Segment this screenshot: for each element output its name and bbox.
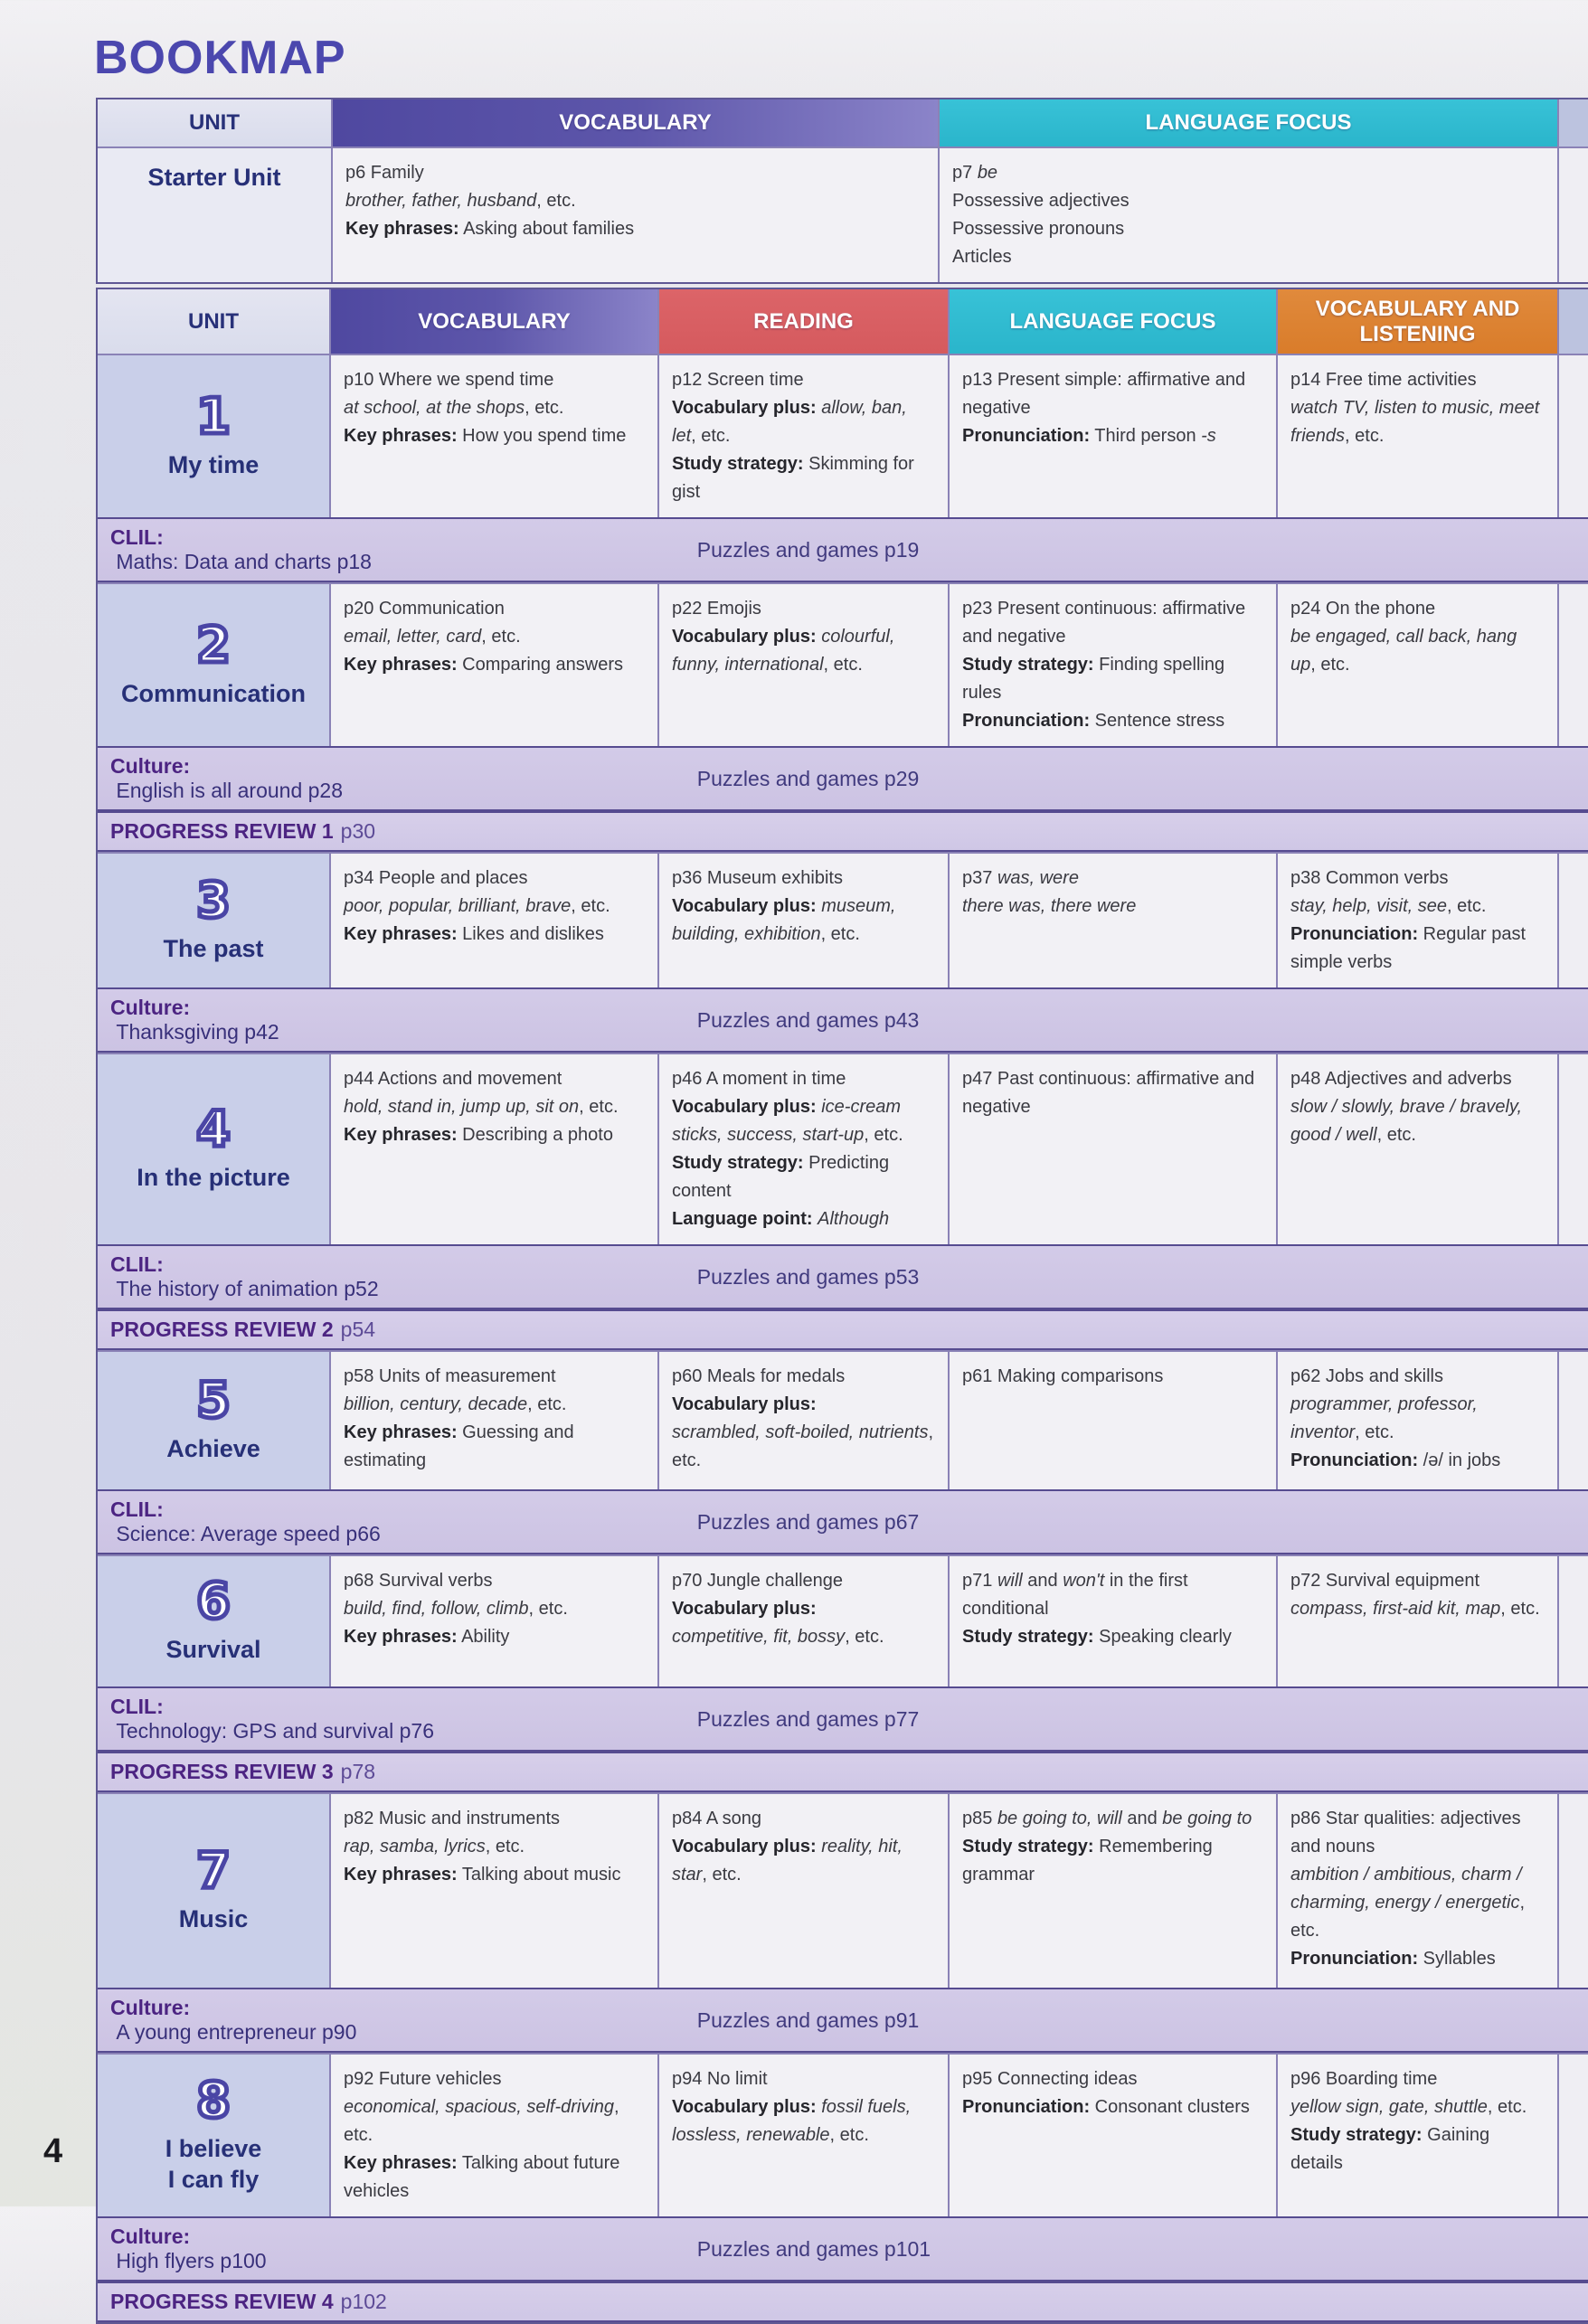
cell-language-focus: p85 be going to, will and be going to Study strategy: Remembering grammar	[948, 1792, 1276, 1988]
unit-row-7	[98, 1792, 1588, 1988]
culture-topic: Thanksgiving p42	[110, 1020, 279, 1044]
cell-reading: p12 Screen time Vocabulary plus: allow, ban, let, etc. Study strategy: Skimming for gist	[657, 354, 948, 517]
puzzles-and-games: Puzzles and games p101	[696, 2236, 931, 2261]
unit-row-4	[98, 1053, 1588, 1244]
page-edge-sliver	[1557, 146, 1588, 282]
clil-label: CLIL:	[110, 1497, 164, 1522]
cell-vocabulary-listening: p48 Adjectives and adverbs slow / slowly, brave / bravely, good / well, etc.	[1276, 1053, 1557, 1244]
progress-review-row	[98, 1309, 1588, 1350]
culture-text	[110, 754, 697, 803]
progress-review-label: PROGRESS REVIEW 1	[110, 819, 334, 844]
culture-row	[98, 2216, 1588, 2281]
puzzles-and-games: Puzzles and games p77	[696, 1706, 920, 1731]
cell-vocabulary: p20 Communication email, letter, card, etc. Key phrases: Comparing answers	[329, 582, 657, 746]
cell-reading: p70 Jungle challenge Vocabulary plus: competitive, fit, bossy, etc.	[657, 1554, 948, 1686]
unit-cell	[98, 582, 329, 746]
unit-row-3	[98, 852, 1588, 987]
page-edge-sliver	[1557, 1350, 1588, 1489]
page-title: BOOKMAP	[94, 32, 346, 84]
progress-review-row	[98, 811, 1588, 852]
culture-row	[98, 746, 1588, 811]
puzzles-and-games: Puzzles and games p43	[696, 1007, 920, 1032]
cell-vocabulary: p44 Actions and movement hold, stand in, jump up, sit on, etc. Key phrases: Describing a photo	[329, 1053, 657, 1244]
progress-review-page: p30	[340, 819, 376, 844]
unit-number: 6	[196, 1573, 231, 1630]
clil-topic: The history of animation p52	[110, 1277, 379, 1301]
unit-number: 1	[196, 387, 231, 445]
clil-label: CLIL:	[110, 525, 164, 550]
clil-row	[98, 1686, 1588, 1752]
unit-name: The past	[163, 935, 264, 963]
starter-column-header-unit: UNIT	[98, 99, 331, 146]
progress-review-row	[98, 1752, 1588, 1792]
clil-text	[110, 1695, 697, 1743]
page-edge-sliver	[1557, 354, 1588, 517]
cell-language-focus: p13 Present simple: affirmative and negative Pronunciation: Third person -s	[948, 354, 1276, 517]
unit-number: 7	[196, 1842, 231, 1900]
culture-text	[110, 2225, 697, 2273]
cell-reading: p84 A song Vocabulary plus: reality, hit, star, etc.	[657, 1792, 948, 1988]
culture-topic: English is all around p28	[110, 779, 343, 803]
culture-topic: A young entrepreneur p90	[110, 2020, 357, 2045]
cell-vocabulary-listening: p24 On the phone be engaged, call back, hang up, etc.	[1276, 582, 1557, 746]
progress-review-page: p102	[340, 2290, 387, 2314]
unit-cell	[98, 1350, 329, 1489]
page-number: 4	[43, 2132, 63, 2170]
culture-label: Culture:	[110, 754, 191, 779]
unit-row-2	[98, 582, 1588, 746]
puzzles-and-games: Puzzles and games p53	[696, 1264, 920, 1289]
main-header-row	[98, 289, 1588, 354]
page-edge-sliver	[1557, 289, 1588, 354]
clil-topic: Science: Average speed p66	[110, 1522, 381, 1546]
starter-unit-name: Starter Unit	[147, 164, 281, 191]
cell-vocabulary: p58 Units of measurement billion, century, decade, etc. Key phrases: Guessing and estimating	[329, 1350, 657, 1489]
unit-name: My time	[167, 450, 260, 478]
starter-language-focus-cell: p7 be Possessive adjectives Possessive pronouns Articles	[938, 146, 1557, 282]
page-edge-sliver	[1557, 852, 1588, 987]
unit-name: I believe I can fly	[165, 2134, 262, 2193]
cell-vocabulary: p68 Survival verbs build, find, follow, climb, etc. Key phrases: Ability	[329, 1554, 657, 1686]
starter-table	[96, 98, 1588, 284]
cell-language-focus: p71 will and won't in the first conditional Study strategy: Speaking clearly	[948, 1554, 1276, 1686]
cell-vocabulary-listening: p14 Free time activities watch TV, listen to music, meet friends, etc.	[1276, 354, 1557, 517]
unit-name: In the picture	[137, 1164, 290, 1192]
puzzles-and-games: Puzzles and games p67	[696, 1509, 920, 1534]
unit-number: 2	[196, 616, 231, 674]
unit-cell	[98, 1554, 329, 1686]
culture-label: Culture:	[110, 1996, 191, 2020]
starter-unit-row	[98, 146, 1588, 282]
unit-number: 3	[196, 872, 231, 930]
puzzles-and-games: Puzzles and games p29	[696, 766, 920, 790]
culture-topic: High flyers p100	[110, 2249, 267, 2273]
unit-name: Music	[178, 1905, 249, 1933]
unit-number: 4	[196, 1101, 231, 1158]
culture-text	[110, 1996, 697, 2045]
column-header-language-focus: LANGUAGE FOCUS	[948, 289, 1276, 354]
starter-unit-cell	[98, 146, 331, 282]
culture-label: Culture:	[110, 2225, 191, 2249]
unit-row-1	[98, 354, 1588, 517]
clil-text	[110, 525, 697, 574]
cell-language-focus: p23 Present continuous: affirmative and negative Study strategy: Finding spelling rules Pronunciation: Sentence stress	[948, 582, 1276, 746]
culture-text	[110, 996, 697, 1044]
clil-row	[98, 1489, 1588, 1554]
culture-row	[98, 1988, 1588, 2053]
unit-number: 8	[196, 2071, 231, 2129]
unit-name: Survival	[165, 1636, 261, 1664]
column-header-vocabulary-listening: VOCABULARY AND LISTENING	[1276, 289, 1557, 354]
unit-name: Communication	[120, 679, 306, 707]
cell-reading: p60 Meals for medals Vocabulary plus: scrambled, soft-boiled, nutrients, etc.	[657, 1350, 948, 1489]
cell-language-focus: p95 Connecting ideas Pronunciation: Consonant clusters	[948, 2053, 1276, 2216]
clil-row	[98, 1244, 1588, 1309]
progress-review-label: PROGRESS REVIEW 3	[110, 1760, 334, 1784]
page-edge-sliver	[1557, 99, 1588, 146]
progress-review-page: p78	[340, 1760, 376, 1784]
cell-language-focus: p47 Past continuous: affirmative and negative	[948, 1053, 1276, 1244]
unit-cell	[98, 2053, 329, 2216]
progress-review-row	[98, 2281, 1588, 2322]
cell-language-focus: p61 Making comparisons	[948, 1350, 1276, 1489]
clil-row	[98, 517, 1588, 582]
cell-vocabulary: p34 People and places poor, popular, brilliant, brave, etc. Key phrases: Likes and dislikes	[329, 852, 657, 987]
column-header-reading: READING	[657, 289, 948, 354]
progress-review-label: PROGRESS REVIEW 2	[110, 1318, 334, 1342]
clil-topic: Maths: Data and charts p18	[110, 550, 372, 574]
unit-number: 5	[196, 1372, 231, 1430]
cell-vocabulary: p92 Future vehicles economical, spacious, self-driving, etc. Key phrases: Talking about future vehicles	[329, 2053, 657, 2216]
cell-vocabulary-listening: p38 Common verbs stay, help, visit, see, etc. Pronunciation: Regular past simple verbs	[1276, 852, 1557, 987]
cell-vocabulary-listening: p72 Survival equipment compass, first-aid kit, map, etc.	[1276, 1554, 1557, 1686]
clil-label: CLIL:	[110, 1695, 164, 1719]
cell-vocabulary: p82 Music and instruments rap, samba, lyrics, etc. Key phrases: Talking about music	[329, 1792, 657, 1988]
unit-row-8	[98, 2053, 1588, 2216]
page-edge-sliver	[1557, 1053, 1588, 1244]
page-edge-sliver	[1557, 1792, 1588, 1988]
unit-row-6	[98, 1554, 1588, 1686]
unit-name: Achieve	[166, 1435, 260, 1463]
culture-row	[98, 987, 1588, 1053]
starter-column-header-vocabulary: VOCABULARY	[331, 99, 938, 146]
main-table	[96, 288, 1588, 2324]
cell-reading: p94 No limit Vocabulary plus: fossil fuels, lossless, renewable, etc.	[657, 2053, 948, 2216]
page-edge-sliver	[1557, 2053, 1588, 2216]
cell-reading: p46 A moment in time Vocabulary plus: ice-cream sticks, success, start-up, etc. Study strategy: Predicting content Language point: Although	[657, 1053, 948, 1244]
column-header-vocabulary: VOCABULARY	[329, 289, 657, 354]
unit-cell	[98, 852, 329, 987]
puzzles-and-games: Puzzles and games p91	[696, 2008, 920, 2032]
cell-vocabulary-listening: p62 Jobs and skills programmer, professor, inventor, etc. Pronunciation: /ə/ in jobs	[1276, 1350, 1557, 1489]
clil-topic: Technology: GPS and survival p76	[110, 1719, 434, 1743]
progress-review-page: p54	[340, 1318, 376, 1342]
cell-vocabulary: p10 Where we spend time at school, at the shops, etc. Key phrases: How you spend time	[329, 354, 657, 517]
starter-header-row	[98, 99, 1588, 146]
column-header-unit: UNIT	[98, 289, 329, 354]
starter-vocabulary-cell: p6 Family brother, father, husband, etc. Key phrases: Asking about families	[331, 146, 938, 282]
cell-language-focus: p37 was, were there was, there were	[948, 852, 1276, 987]
unit-cell	[98, 354, 329, 517]
unit-row-5	[98, 1350, 1588, 1489]
cell-vocabulary-listening: p86 Star qualities: adjectives and nouns ambition / ambitious, charm / charming, energy / energetic, etc. Pronunciation: Syllables	[1276, 1792, 1557, 1988]
page-edge-sliver	[1557, 1554, 1588, 1686]
clil-text	[110, 1497, 697, 1546]
clil-text	[110, 1252, 697, 1301]
cell-reading: p22 Emojis Vocabulary plus: colourful, funny, international, etc.	[657, 582, 948, 746]
starter-column-header-language-focus: LANGUAGE FOCUS	[938, 99, 1557, 146]
puzzles-and-games: Puzzles and games p19	[696, 537, 920, 562]
page-edge-sliver	[1557, 582, 1588, 746]
cell-reading: p36 Museum exhibits Vocabulary plus: museum, building, exhibition, etc.	[657, 852, 948, 987]
cell-vocabulary-listening: p96 Boarding time yellow sign, gate, shuttle, etc. Study strategy: Gaining details	[1276, 2053, 1557, 2216]
clil-label: CLIL:	[110, 1252, 164, 1277]
culture-label: Culture:	[110, 996, 191, 1020]
unit-cell	[98, 1053, 329, 1244]
progress-review-label: PROGRESS REVIEW 4	[110, 2290, 334, 2314]
unit-cell	[98, 1792, 329, 1988]
